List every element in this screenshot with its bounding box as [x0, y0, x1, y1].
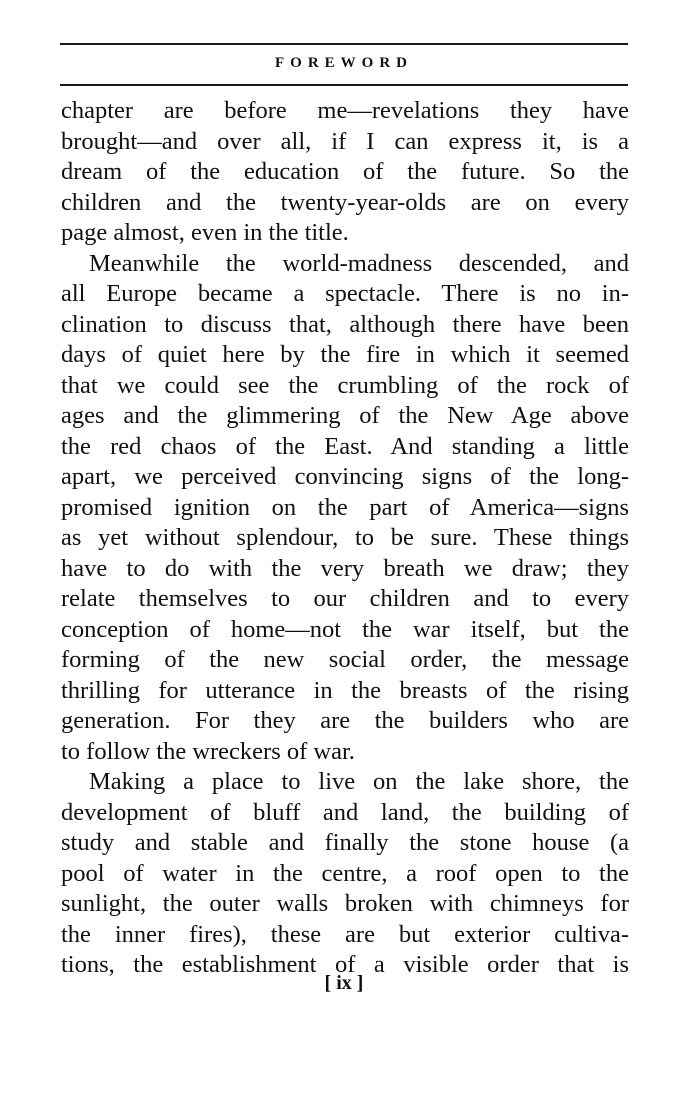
text-line: sunlight, the outer walls broken with chimneys for	[61, 890, 629, 917]
text-line: forming of the new social order, the message	[61, 646, 629, 673]
text-line: dream of the education of the future. So the	[61, 158, 629, 185]
text-line: tions, the establishment of a visible order that is	[61, 951, 629, 978]
text-line: clination to discuss that, although there have been	[61, 310, 629, 338]
header-rule-top	[60, 43, 628, 45]
text-line: pool of water in the centre, a roof open to the	[61, 859, 629, 887]
text-line: development of bluff and land, the building of	[61, 798, 629, 826]
text-line: ages and the glimmering of the New Age above	[61, 402, 629, 429]
text-line: relate themselves to our children and to every	[61, 585, 629, 612]
text-line: the red chaos of the East. And standing a little	[61, 432, 629, 460]
text-line: all Europe became a spectacle. There is no in-	[61, 280, 629, 307]
text-line: Meanwhile the world-madness descended, and	[89, 249, 629, 277]
text-line: that we could see the crumbling of the rock of	[61, 371, 629, 399]
text-line: apart, we perceived convincing signs of the long-	[61, 463, 629, 490]
text-line: Making a place to live on the lake shore, the	[89, 768, 629, 795]
text-line: the inner fires), these are but exterior cultiva-	[61, 920, 629, 948]
page-number: [ ix ]	[324, 972, 364, 994]
text-line: chapter are before me—revelations they have	[61, 97, 629, 124]
text-line: as yet without splendour, to be sure. These things	[61, 524, 629, 551]
text-line: promised ignition on the part of America—signs	[61, 493, 629, 521]
text-line: generation. For they are the builders who are	[61, 707, 629, 734]
body-text	[61, 96, 629, 981]
text-line: children and the twenty-year-olds are on every	[61, 188, 629, 216]
running-head: FOREWORD	[275, 55, 413, 71]
text-line: study and stable and finally the stone house (a	[61, 829, 629, 856]
text-line: thrilling for utterance in the breasts of the rising	[61, 676, 629, 704]
text-line: have to do with the very breath we draw; they	[61, 554, 629, 582]
text-line: brought—and over all, if I can express it, is a	[61, 127, 629, 155]
text-line: to follow the wreckers of war.	[61, 737, 355, 765]
text-line: conception of home—not the war itself, but the	[61, 615, 629, 643]
text-line: days of quiet here by the fire in which it seemed	[61, 341, 629, 368]
text-line: page almost, even in the title.	[61, 219, 349, 246]
header-rule-bottom	[60, 84, 628, 86]
